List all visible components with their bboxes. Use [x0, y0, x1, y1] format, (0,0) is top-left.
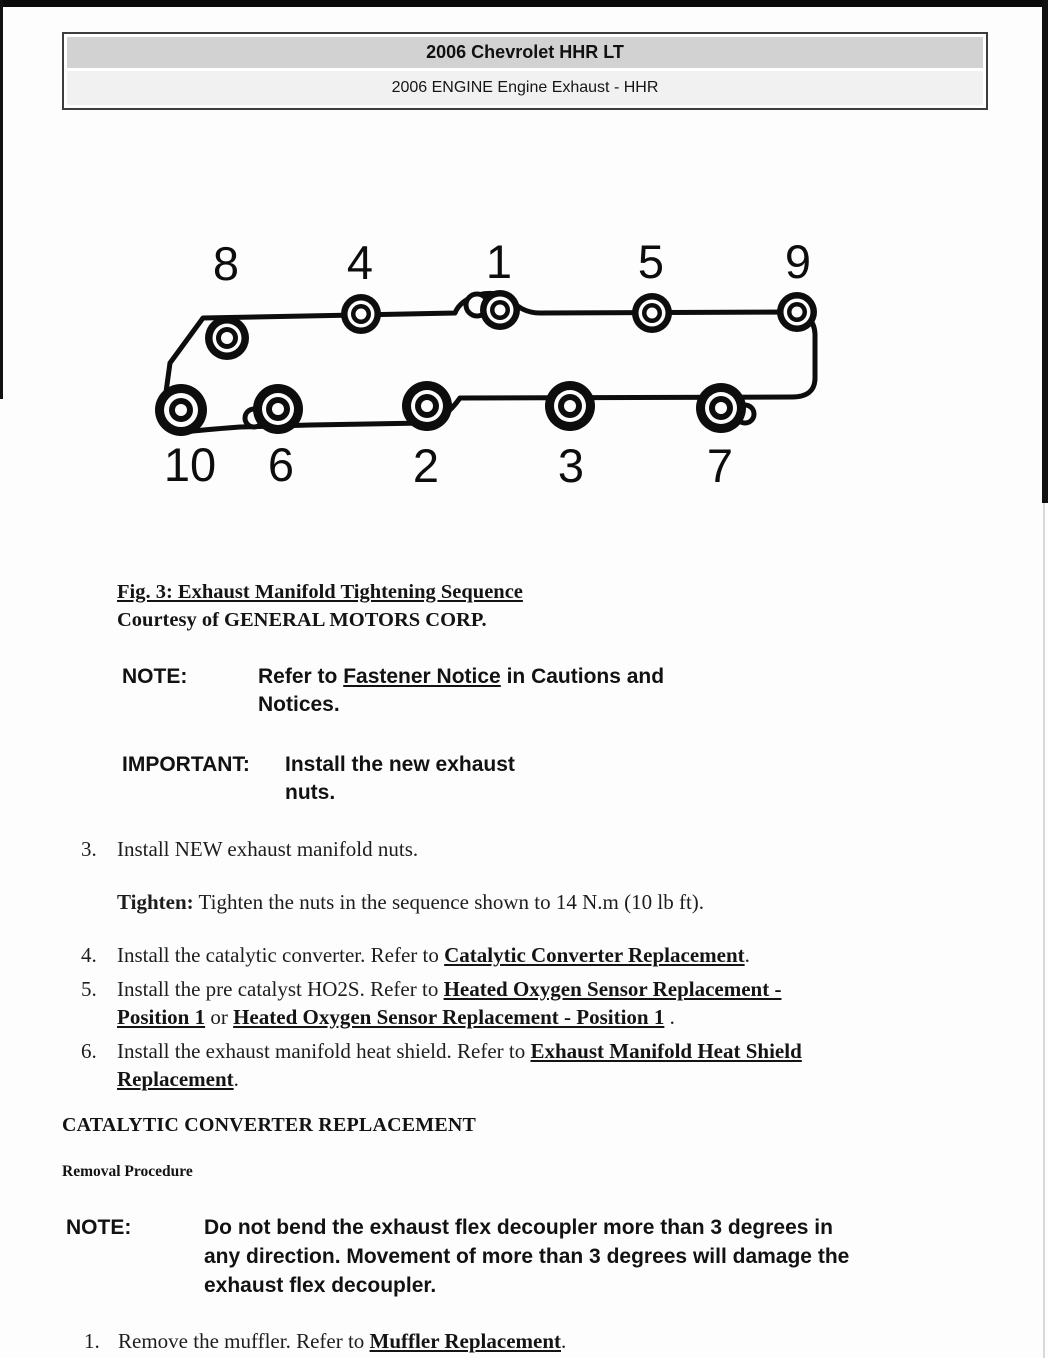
removal-step-1: 1. Remove the muffler. Refer to Muffler Replacement. — [84, 1329, 567, 1353]
scan-edge-top — [0, 0, 1048, 7]
important-text: Install the new exhaust nuts. — [285, 753, 515, 804]
step-number: 4. — [81, 943, 97, 967]
note-text: Refer to Fastener Notice in Cautions and Notices. — [258, 665, 665, 716]
important-label: IMPORTANT: — [122, 753, 250, 776]
note-text: Do not bend the exhaust flex decoupler more than 3 degrees in any direction. Movement of more than 3 degrees will damage the exhaust flex decoupler. — [204, 1216, 850, 1297]
figure-caption-credit: Courtesy of GENERAL MOTORS CORP. — [117, 609, 487, 631]
bolt-3 — [545, 381, 595, 431]
muffler-replacement-link[interactable]: Muffler Replacement — [369, 1329, 562, 1353]
sequence-label-1: 1 — [485, 235, 513, 288]
bolt-2 — [402, 381, 452, 431]
sequence-label-5: 5 — [637, 235, 665, 288]
scan-edge-left — [0, 0, 3, 399]
heat-shield-replacement-link[interactable]: Exhaust Manifold Heat Shield — [530, 1039, 802, 1063]
figure-caption-link[interactable]: Fig. 3: Exhaust Manifold Tightening Sequence — [117, 581, 523, 603]
bolt-4 — [341, 294, 381, 334]
figure-caption — [117, 578, 523, 634]
install-step-4: 4. Install the catalytic converter. Refer to Catalytic Converter Replacement. — [81, 943, 750, 967]
sequence-label-2: 2 — [412, 439, 440, 492]
sequence-label-10: 10 — [163, 438, 217, 491]
section-heading: CATALYTIC CONVERTER REPLACEMENT — [62, 1114, 477, 1136]
fastener-notice-link[interactable]: Fastener Notice — [343, 665, 501, 688]
bolt-6 — [253, 384, 303, 434]
ho2s-replacement-link-1[interactable]: Heated Oxygen Sensor Replacement - — [443, 977, 782, 1001]
step-text: Install NEW exhaust manifold nuts. — [117, 837, 419, 861]
tighten-text: Tighten the nuts in the sequence shown to 14 N.m (10 lb ft). — [198, 890, 705, 914]
bolt-7 — [696, 383, 746, 433]
sequence-label-6: 6 — [267, 438, 295, 491]
install-step-6: 6. Install the exhaust manifold heat shield. Refer to Exhaust Manifold Heat Shield Replacement. — [81, 1039, 802, 1091]
vehicle-title: 2006 Chevrolet HHR LT — [67, 37, 983, 68]
heat-shield-replacement-link-cont[interactable]: Replacement — [117, 1067, 234, 1091]
step-number: 5. — [81, 977, 97, 1001]
sequence-label-4: 4 — [346, 236, 374, 289]
scan-edge-right-faint — [1043, 503, 1045, 1358]
bolt-9 — [777, 292, 817, 332]
sequence-label-8: 8 — [212, 237, 240, 290]
document-subtitle: 2006 ENGINE Engine Exhaust - HHR — [67, 71, 983, 105]
tighten-spec — [117, 888, 704, 916]
step-number: 3. — [81, 837, 97, 861]
tightening-sequence-diagram — [130, 220, 850, 495]
section-subheading: Removal Procedure — [62, 1163, 193, 1180]
step-number: 6. — [81, 1039, 97, 1063]
step-number: 1. — [84, 1329, 100, 1353]
bolt-8 — [205, 316, 249, 360]
ho2s-position-1-link[interactable]: Position 1 — [117, 1005, 206, 1029]
tighten-label: Tighten: — [117, 890, 194, 914]
sequence-label-9: 9 — [784, 235, 812, 288]
important-note — [122, 751, 515, 807]
catalytic-converter-replacement-link[interactable]: Catalytic Converter Replacement — [444, 943, 745, 967]
note-label: NOTE: — [66, 1216, 132, 1239]
bolt-1 — [480, 290, 520, 330]
sequence-label-7: 7 — [706, 439, 734, 492]
fastener-note — [122, 663, 664, 719]
install-step-3 — [81, 835, 418, 863]
install-step-5: 5. Install the pre catalyst HO2S. Refer to Heated Oxygen Sensor Replacement - Position 1 or Heated Oxygen Sensor Replacement - Position 1 . — [81, 977, 782, 1029]
sequence-label-3: 3 — [557, 439, 585, 492]
note-label: NOTE: — [122, 665, 188, 688]
flex-decoupler-note — [66, 1213, 849, 1300]
bolt-10 — [155, 384, 207, 436]
scan-edge-right — [1042, 0, 1048, 503]
vehicle-header-box — [62, 32, 988, 110]
ho2s-replacement-link-2[interactable]: Heated Oxygen Sensor Replacement - Position 1 — [233, 1005, 665, 1029]
bolt-5 — [632, 293, 672, 333]
